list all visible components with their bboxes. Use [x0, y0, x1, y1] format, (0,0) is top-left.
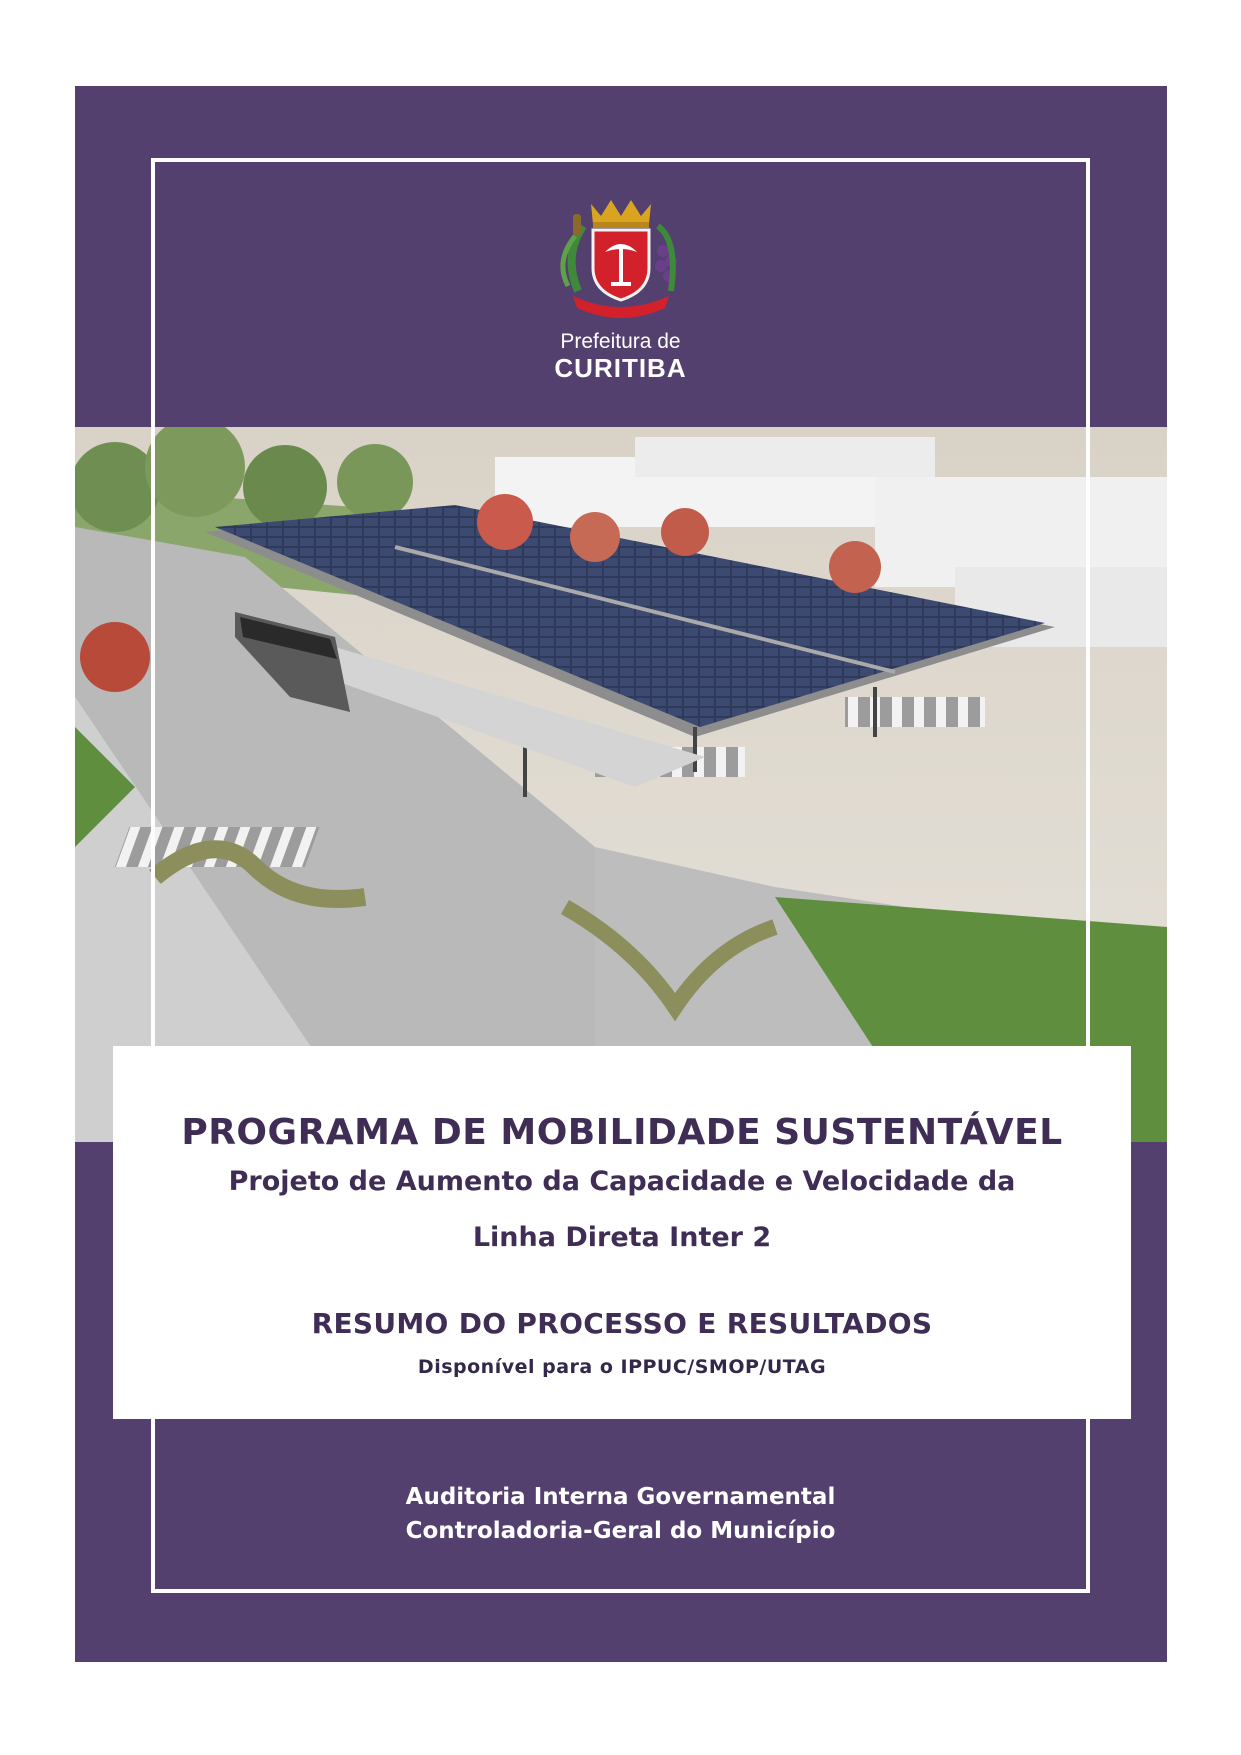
station-rendering-illustration: [75, 427, 1167, 1142]
section-title: RESUMO DO PROCESSO E RESULTADOS: [311, 1307, 933, 1340]
curitiba-coat-of-arms-icon: [553, 196, 688, 318]
footer-line-2: Controladoria-Geral do Município: [405, 1518, 836, 1544]
logo-text-prefeitura: Prefeitura de: [560, 330, 681, 353]
subtitle-line-1: Projeto de Aumento da Capacidade e Velocidade da: [228, 1166, 1016, 1197]
availability-note: Disponível para o IPPUC/SMOP/UTAG: [417, 1356, 827, 1378]
title-box: [113, 1046, 1131, 1419]
hero-image: [75, 427, 1167, 1142]
logo-text-curitiba: CURITIBA: [554, 353, 687, 383]
main-title: PROGRAMA DE MOBILIDADE SUSTENTÁVEL: [181, 1112, 1063, 1153]
footer-line-1: Auditoria Interna Governamental: [405, 1484, 836, 1510]
subtitle-line-2: Linha Direta Inter 2: [472, 1222, 772, 1253]
